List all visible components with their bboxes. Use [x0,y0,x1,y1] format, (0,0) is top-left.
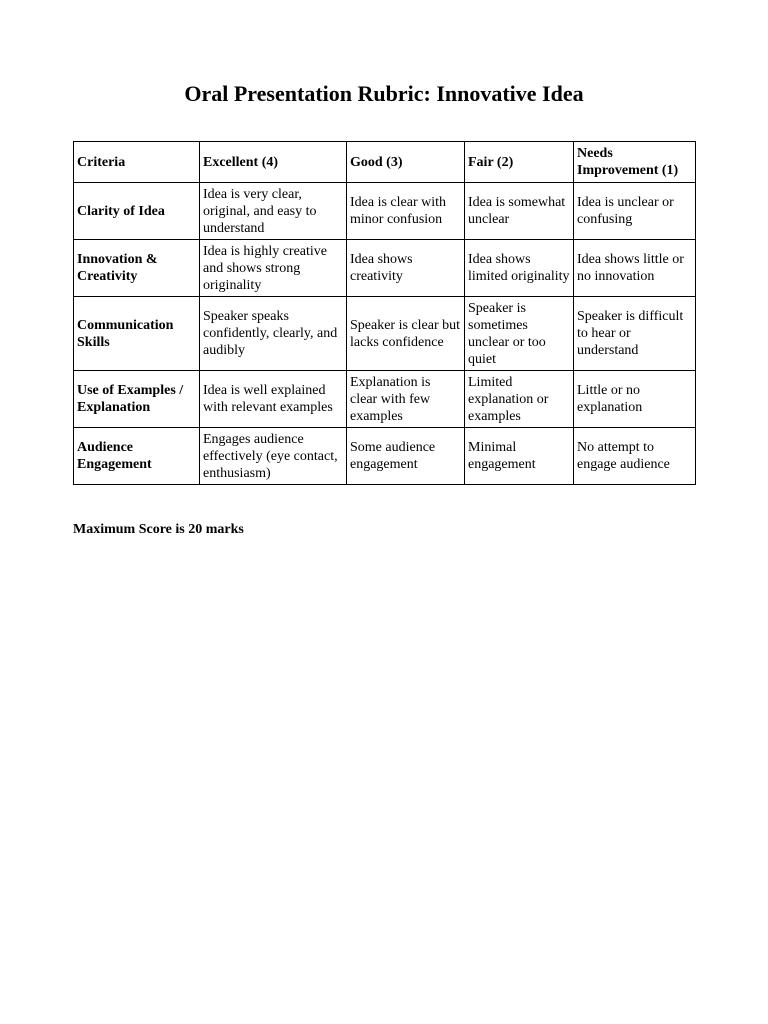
table-row [74,297,696,371]
criteria-cell: Clarity of Idea [74,183,200,240]
excellent-cell: Idea is highly creative and shows strong originality [200,240,347,297]
table-row [74,371,696,428]
fair-cell: Idea is somewhat unclear [465,183,574,240]
needs-improvement-cell: Speaker is difficult to hear or understand [574,297,696,371]
table-row [74,428,696,485]
rubric-table [73,141,696,485]
fair-cell: Idea shows limited originality [465,240,574,297]
criteria-cell: Use of Examples / Explanation [74,371,200,428]
table-row [74,240,696,297]
criteria-cell: Innovation & Creativity [74,240,200,297]
criteria-cell: Communication Skills [74,297,200,371]
header-fair: Fair (2) [465,142,574,183]
needs-improvement-cell: Little or no explanation [574,371,696,428]
max-score-note: Maximum Score is 20 marks [73,522,244,537]
criteria-cell: Audience Engagement [74,428,200,485]
excellent-cell: Engages audience effectively (eye contact, enthusiasm) [200,428,347,485]
header-needs-improvement: Needs Improvement (1) [574,142,696,183]
page-title: Oral Presentation Rubric: Innovative Idea [184,81,584,106]
good-cell: Idea shows creativity [347,240,465,297]
needs-improvement-cell: Idea shows little or no innovation [574,240,696,297]
header-good: Good (3) [347,142,465,183]
header-criteria: Criteria [74,142,200,183]
table-header-row [74,142,696,183]
good-cell: Speaker is clear but lacks confidence [347,297,465,371]
good-cell: Explanation is clear with few examples [347,371,465,428]
excellent-cell: Idea is well explained with relevant examples [200,371,347,428]
fair-cell: Speaker is sometimes unclear or too quiet [465,297,574,371]
excellent-cell: Speaker speaks confidently, clearly, and audibly [200,297,347,371]
table-row [74,183,696,240]
needs-improvement-cell: Idea is unclear or confusing [574,183,696,240]
good-cell: Idea is clear with minor confusion [347,183,465,240]
needs-improvement-cell: No attempt to engage audience [574,428,696,485]
header-excellent: Excellent (4) [200,142,347,183]
good-cell: Some audience engagement [347,428,465,485]
fair-cell: Limited explanation or examples [465,371,574,428]
fair-cell: Minimal engagement [465,428,574,485]
excellent-cell: Idea is very clear, original, and easy to understand [200,183,347,240]
